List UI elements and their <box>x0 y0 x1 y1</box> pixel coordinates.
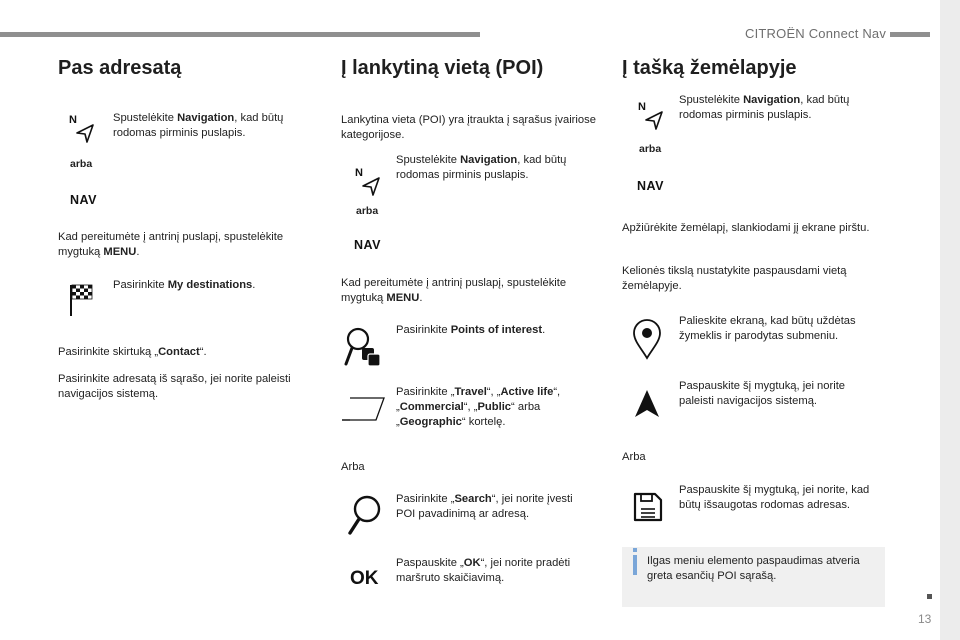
step-navigation-text: Spustelėkite Navigation, kad būtų rodomas pirminis puslapis. <box>396 154 567 181</box>
side-marker <box>927 594 932 599</box>
ok-button-label: OK <box>350 568 379 589</box>
side-tab <box>940 0 960 640</box>
step-ok-text: Paspauskite „OK“, jei norite pradėti maršruto skaičiavimą. <box>396 557 571 584</box>
step-search-text: Pasirinkite „Search“, jei norite įvesti POI pavadinimą ar adresą. <box>396 493 573 520</box>
menu-instruction: Kad pereitumėte į antrinį puslapį, spustelėkite mygtuką MENU. <box>58 231 284 258</box>
step-navigation-text: Spustelėkite Navigation, kad būtų rodomas pirminis puslapis. <box>113 112 284 139</box>
poi-intro: Lankytina vieta (POI) yra įtraukta į sąrašus įvairiose kategorijose. <box>341 114 596 141</box>
or-label: arba <box>639 143 662 155</box>
search-icon <box>346 494 382 536</box>
menu-instruction: Kad pereitumėte į antrinį puslapį, spustelėkite mygtuką MENU. <box>341 277 567 304</box>
or-label: Arba <box>622 451 646 463</box>
north-arrow-icon <box>68 113 96 145</box>
info-icon-bar <box>633 555 637 575</box>
svg-text:N: N <box>638 101 646 113</box>
header-rule-left <box>0 32 480 37</box>
svg-text:N: N <box>355 167 363 179</box>
or-label: arba <box>70 158 93 170</box>
info-note-text: Ilgas meniu elemento paspaudimas atveria greta esančių POI sąrašą. <box>647 555 860 582</box>
north-arrow-icon <box>637 100 665 132</box>
contact-tab-instruction: Pasirinkite skirtuką „Contact“. <box>58 346 207 358</box>
step-destinations-text: Pasirinkite My destinations. <box>113 279 256 291</box>
page-number: 13 <box>918 612 932 626</box>
poi-search-icon <box>344 326 384 368</box>
step-poi-text: Pasirinkite Points of interest. <box>396 324 546 336</box>
step-save-text: Paspauskite šį mygtuką, jei norite, kad būtų išsaugotas rodomas adresas. <box>679 484 870 511</box>
step-navigate-text: Paspauskite šį mygtuką, jei norite paleisti navigacijos sistemą. <box>679 380 846 407</box>
step-navigation-text: Spustelėkite Navigation, kad būtų rodomas pirminis puslapis. <box>679 94 850 121</box>
section-title-poi: Į lankytiną vietą (POI) <box>341 57 544 79</box>
svg-text:N: N <box>69 114 77 126</box>
step-marker-text: Palieskite ekraną, kad būtų uždėtas žymeklis ir parodytas submeniu. <box>679 315 856 342</box>
nav-button-label: NAV <box>70 193 97 207</box>
info-icon <box>633 548 637 552</box>
map-browse-instruction: Apžiūrėkite žemėlapį, slankiodami jį ekrane pirštu. <box>622 222 870 234</box>
map-destination-instruction: Kelionės tikslą nustatykite paspausdami vietą žemėlapyje. <box>622 265 847 292</box>
location-pin-icon <box>631 318 663 360</box>
or-label: arba <box>356 205 379 217</box>
section-title-contact: Pas adresatą <box>58 57 182 79</box>
step-category-text: Pasirinkite „Travel“, „Active life“, „Commercial“, „Public“ arba „Geographic“ kortelę. <box>396 386 561 428</box>
header-title: CITROËN Connect Nav <box>745 26 887 41</box>
category-tab-icon <box>340 396 386 422</box>
nav-button-label: NAV <box>637 179 664 193</box>
or-label: Arba <box>341 461 365 473</box>
nav-button-label: NAV <box>354 238 381 252</box>
navigation-arrow-icon <box>633 388 661 420</box>
checkered-flag-icon <box>68 283 94 317</box>
save-disk-icon <box>631 490 665 524</box>
contact-select-instruction: Pasirinkite adresatą iš sąrašo, jei norite paleisti navigacijos sistemą. <box>58 373 291 400</box>
section-title-map-point: Į tašką žemėlapyje <box>622 57 797 79</box>
header-rule-right <box>890 32 930 37</box>
north-arrow-icon <box>354 166 382 198</box>
